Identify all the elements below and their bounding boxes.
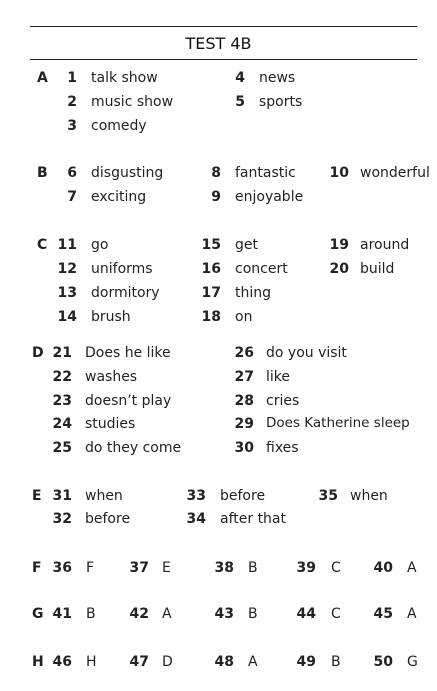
item-answer: cries (266, 393, 300, 409)
item-answer: music show (91, 94, 174, 110)
section-label-a: A (37, 70, 48, 86)
item-number: 34 (186, 511, 206, 527)
item-number: 3 (67, 118, 77, 134)
item-number: 17 (201, 285, 221, 301)
item-number: 4 (235, 70, 245, 86)
item-answer: do they come (85, 440, 182, 456)
item-number: 45 (373, 606, 393, 622)
section-label-b: B (37, 165, 48, 181)
item-answer: wonderful (360, 165, 430, 181)
item-number: 7 (67, 189, 77, 205)
item-answer: H (86, 654, 97, 670)
item-answer: washes (85, 369, 138, 385)
top-rule (30, 26, 417, 27)
item-number: 12 (57, 261, 77, 277)
item-answer: when (350, 488, 388, 504)
item-answer: B (248, 606, 258, 622)
item-number: 9 (211, 189, 221, 205)
item-answer: E (162, 560, 171, 576)
item-number: 15 (201, 237, 221, 253)
item-number: 5 (235, 94, 245, 110)
item-answer: talk show (91, 70, 158, 86)
item-answer: before (85, 511, 131, 527)
item-number: 47 (129, 654, 149, 670)
item-number: 50 (373, 654, 393, 670)
item-answer: before (220, 488, 266, 504)
item-number: 20 (329, 261, 349, 277)
item-number: 38 (214, 560, 234, 576)
item-number: 1 (67, 70, 77, 86)
item-number: 41 (52, 606, 72, 622)
item-answer: go (91, 237, 109, 253)
item-number: 48 (214, 654, 234, 670)
item-answer: A (162, 606, 172, 622)
item-number: 16 (201, 261, 221, 277)
item-number: 37 (129, 560, 149, 576)
item-number: 13 (57, 285, 77, 301)
item-answer: do you visit (266, 345, 347, 361)
item-answer: uniforms (91, 261, 153, 277)
item-answer: G (407, 654, 418, 670)
item-answer: A (407, 560, 417, 576)
item-number: 33 (186, 488, 206, 504)
section-label-f: F (32, 560, 42, 576)
item-number: 24 (52, 416, 72, 432)
item-answer: C (331, 606, 341, 622)
item-number: 21 (52, 345, 72, 361)
item-answer: D (162, 654, 173, 670)
item-number: 11 (57, 237, 77, 253)
section-label-e: E (32, 488, 42, 504)
item-number: 32 (52, 511, 72, 527)
item-number: 6 (67, 165, 77, 181)
item-answer: after that (220, 511, 287, 527)
item-answer: B (331, 654, 341, 670)
item-number: 49 (296, 654, 316, 670)
item-answer: B (248, 560, 258, 576)
test-title: TEST 4B (185, 34, 252, 53)
item-number: 8 (211, 165, 221, 181)
item-answer: when (85, 488, 123, 504)
item-number: 36 (52, 560, 72, 576)
item-number: 28 (234, 393, 254, 409)
item-answer: exciting (91, 189, 147, 205)
item-number: 35 (318, 488, 338, 504)
item-number: 25 (52, 440, 72, 456)
item-number: 44 (296, 606, 316, 622)
item-answer: enjoyable (235, 189, 304, 205)
item-answer: B (86, 606, 96, 622)
item-number: 42 (129, 606, 149, 622)
section-label-c: C (37, 237, 48, 253)
item-answer: disgusting (91, 165, 164, 181)
item-number: 18 (201, 309, 221, 325)
item-answer: C (331, 560, 341, 576)
item-number: 43 (214, 606, 234, 622)
item-answer: on (235, 309, 253, 325)
item-answer: like (266, 369, 291, 385)
item-answer: Does Katherine sleep (266, 415, 410, 431)
item-answer: A (407, 606, 417, 622)
item-number: 19 (329, 237, 349, 253)
item-answer: get (235, 237, 258, 253)
item-answer: doesn’t play (85, 393, 172, 409)
section-label-h: H (32, 654, 44, 670)
item-number: 10 (329, 165, 349, 181)
item-answer: news (259, 70, 296, 86)
item-number: 2 (67, 94, 77, 110)
section-label-d: D (32, 345, 44, 361)
item-answer: F (86, 560, 95, 576)
item-number: 30 (234, 440, 254, 456)
item-answer: concert (235, 261, 288, 277)
item-answer: build (360, 261, 395, 277)
item-answer: dormitory (91, 285, 160, 301)
item-number: 31 (52, 488, 72, 504)
item-number: 46 (52, 654, 72, 670)
item-number: 39 (296, 560, 316, 576)
item-answer: around (360, 237, 410, 253)
item-answer: Does he like (85, 345, 171, 361)
item-number: 40 (373, 560, 393, 576)
item-number: 22 (52, 369, 72, 385)
item-answer: brush (91, 309, 131, 325)
item-answer: fixes (266, 440, 299, 456)
item-number: 23 (52, 393, 72, 409)
item-answer: thing (235, 285, 272, 301)
section-label-g: G (32, 606, 44, 622)
item-number: 29 (234, 416, 254, 432)
item-answer: studies (85, 416, 136, 432)
item-number: 14 (57, 309, 77, 325)
item-number: 27 (234, 369, 254, 385)
item-answer: A (248, 654, 258, 670)
item-answer: comedy (91, 118, 147, 134)
item-answer: fantastic (235, 165, 296, 181)
title-underline (30, 59, 417, 60)
item-answer: sports (259, 94, 303, 110)
item-number: 26 (234, 345, 254, 361)
